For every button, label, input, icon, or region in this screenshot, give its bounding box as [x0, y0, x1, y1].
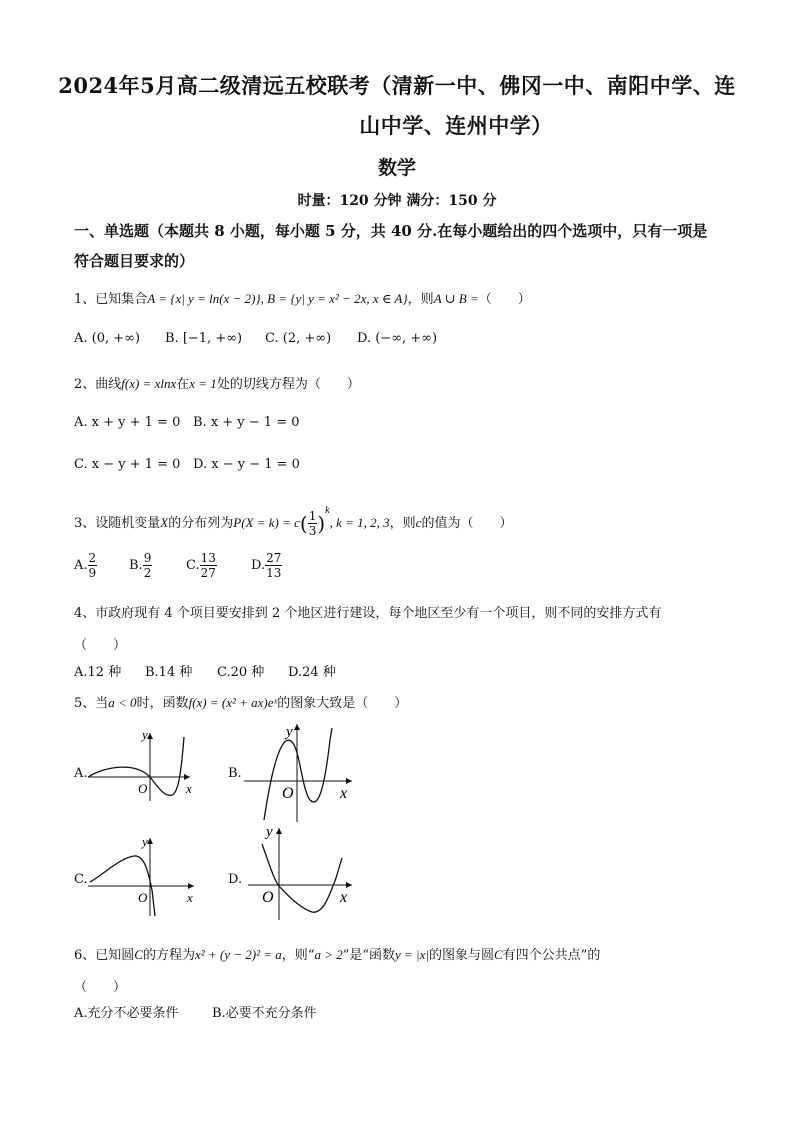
q6-func: y = |x|	[395, 947, 429, 962]
q3-option-c-num: 13	[200, 551, 216, 565]
q5-graph-c	[84, 830, 204, 920]
question-5	[74, 692, 407, 711]
q6-circle-c: C	[134, 947, 143, 962]
q4-option-c[interactable]: C.20 种	[217, 665, 265, 680]
q6-option-b[interactable]: B.必要不充分条件	[212, 1006, 317, 1021]
y-axis-label: y	[142, 727, 148, 742]
q2-func: f(x) = xlnx	[121, 376, 177, 391]
exam-title-line2: 山中学、连州中学）	[359, 113, 553, 138]
y-axis-arrow	[147, 838, 153, 844]
q6-mid4: 的图象与圆	[428, 948, 494, 963]
q5-func: f(x) = (x² + ax)eˣ	[188, 695, 278, 710]
q3-option-d[interactable]	[251, 551, 282, 580]
q2-option-d[interactable]: D. x − y − 1 = 0	[193, 457, 300, 472]
q5-graph-c-label[interactable]: C.	[74, 872, 88, 887]
q6-mid3: ”是“函数	[342, 948, 396, 963]
subject-heading: 数学	[377, 157, 416, 179]
q2-option-c[interactable]: C. x − y + 1 = 0	[74, 457, 181, 472]
question-1	[74, 288, 531, 307]
q4-option-d[interactable]: D.24 种	[288, 665, 336, 680]
q3-exponent: k	[325, 505, 330, 516]
q4-option-a[interactable]: A.12 种	[74, 665, 122, 680]
q3-option-d-label: D.	[251, 558, 266, 573]
q3-left-paren: (	[299, 511, 308, 536]
q6-prefix: 6、已知圆	[74, 948, 135, 963]
q3-option-d-num: 27	[266, 551, 282, 565]
q3-option-c-frac	[200, 551, 217, 580]
q3-fraction	[308, 509, 318, 538]
origin-label: O	[282, 785, 294, 802]
graph-d-curve	[262, 844, 342, 912]
q3-option-c[interactable]	[186, 551, 217, 580]
section-heading-line2: 符合题目要求的）	[74, 252, 195, 270]
q6-option-a[interactable]: A.充分不必要条件	[74, 1006, 179, 1021]
y-axis-label: y	[266, 824, 273, 840]
q3-option-d-den: 13	[266, 566, 282, 580]
origin-label: O	[138, 890, 148, 905]
q3-option-a-num: 2	[88, 551, 97, 565]
x-axis-arrow	[184, 774, 190, 780]
q6-equation: x² + (y − 2)² = a	[194, 947, 282, 962]
q3-right-paren: )	[317, 511, 326, 536]
q1-set-b: , B = {y| y = x² − 2x, x ∈ A}	[260, 291, 408, 306]
y-axis-label: y	[286, 724, 293, 740]
q5-graph-d	[240, 822, 360, 922]
question-6-line2: （ ）	[74, 980, 127, 995]
x-axis-label: x	[340, 785, 348, 802]
q3-frac-num: 1	[308, 509, 317, 523]
question-4-line1: 4、市政府现有 4 个项目要安排到 2 个地区进行建设，每个地区至少有一个项目，则不同的安排方式有	[74, 606, 662, 621]
q1-expr: A ∪ B =	[433, 291, 479, 306]
question-4-line2: （ ）	[74, 638, 127, 653]
q3-mid: 的分布列为	[168, 516, 234, 531]
q3-expr-right: , k = 1, 2, 3	[329, 515, 390, 530]
q3-expr-left: P(X = k) = c	[233, 515, 300, 530]
q3-ask: ，则	[389, 516, 416, 531]
q6-condition: a > 2	[314, 947, 343, 962]
q5-cond: a < 0	[108, 695, 137, 710]
graph-a-curve	[88, 737, 184, 795]
q3-option-b[interactable]	[129, 551, 152, 580]
q5-graph-b	[240, 720, 360, 825]
y-axis-arrow	[276, 828, 282, 834]
q6-mid2: ，则“	[281, 948, 315, 963]
q1-prefix: 1、已知集合	[74, 292, 148, 307]
q5-prefix: 5、当	[74, 696, 109, 711]
q6-suffix: 有四个公共点”的	[502, 948, 601, 963]
q3-option-d-frac	[265, 551, 282, 580]
section-heading	[74, 216, 724, 276]
q3-option-c-label: C.	[186, 558, 200, 573]
q3-option-b-label: B.	[129, 558, 143, 573]
section-heading-line1: 一、单选题（本题共 8 小题，每小题 5 分，共 40 分.在每小题给出的四个选项中，只有一项是	[74, 222, 708, 240]
exam-meta: 时量：120 分钟 满分：150 分	[297, 193, 497, 209]
q2-point: x = 1	[189, 376, 217, 391]
q3-option-a-den: 9	[88, 566, 97, 580]
q5-graph-b-label[interactable]: B.	[228, 766, 242, 781]
exam-title-line1: 2024年5月高二级清远五校联考（清新一中、佛冈一中、南阳中学、连	[58, 73, 736, 98]
x-axis-label: x	[187, 890, 193, 905]
q1-option-c[interactable]: C. (2, +∞)	[265, 331, 332, 346]
q3-suffix: 的值为（ ）	[421, 516, 513, 531]
q3-option-b-frac	[143, 551, 153, 580]
y-axis-arrow	[294, 724, 300, 730]
q1-ask: ，则	[407, 292, 434, 307]
q1-option-a[interactable]: A. (0, +∞)	[74, 331, 141, 346]
q3-option-a-frac	[88, 551, 98, 580]
question-2	[74, 373, 360, 392]
q1-set-a: A = {x| y = ln(x − 2)}	[147, 291, 261, 306]
q3-option-b-num: 9	[143, 551, 152, 565]
q2-mid: 在	[176, 377, 190, 392]
x-axis-arrow	[346, 882, 352, 888]
q2-option-a[interactable]: A. x + y + 1 = 0	[74, 415, 181, 430]
q3-c: c	[415, 515, 422, 530]
x-axis-label: x	[340, 889, 348, 906]
q2-suffix: 处的切线方程为（ ）	[216, 377, 360, 392]
q3-prefix: 3、设随机变量	[74, 516, 161, 531]
q6-mid1: 的方程为	[142, 948, 195, 963]
origin-label: O	[262, 889, 274, 906]
question-3	[74, 505, 512, 538]
q5-graph-a-label[interactable]: A.	[74, 766, 88, 781]
q5-graph-a	[84, 725, 204, 805]
y-axis-arrow	[147, 733, 153, 739]
q4-option-b[interactable]: B.14 种	[145, 665, 193, 680]
q1-blank: （ ）	[478, 292, 531, 307]
q2-prefix: 2、曲线	[74, 377, 122, 392]
q2-option-b[interactable]: B. x + y − 1 = 0	[193, 415, 300, 430]
q3-option-c-den: 27	[200, 566, 216, 580]
q1-option-b[interactable]: B. [−1, +∞)	[165, 331, 243, 346]
q3-frac-den: 3	[308, 524, 317, 538]
x-axis-arrow	[346, 778, 352, 784]
y-axis-label: y	[142, 834, 148, 849]
q5-mid: 时，函数	[136, 696, 189, 711]
x-axis-label: x	[186, 781, 192, 796]
graph-b-curve	[264, 728, 332, 820]
q3-option-b-den: 2	[143, 566, 152, 580]
question-6	[74, 944, 600, 963]
q3-option-a[interactable]	[74, 551, 97, 580]
q1-option-d[interactable]: D. (−∞, +∞)	[357, 331, 438, 346]
origin-label: O	[138, 781, 148, 796]
q6-circle-c2: C	[494, 947, 503, 962]
x-axis-arrow	[188, 883, 194, 889]
q5-suffix: 的图象大致是（ ）	[277, 696, 408, 711]
q3-var: X	[160, 515, 169, 530]
q5-graph-d-label[interactable]: D.	[228, 872, 243, 887]
q3-option-a-label: A.	[74, 558, 88, 573]
